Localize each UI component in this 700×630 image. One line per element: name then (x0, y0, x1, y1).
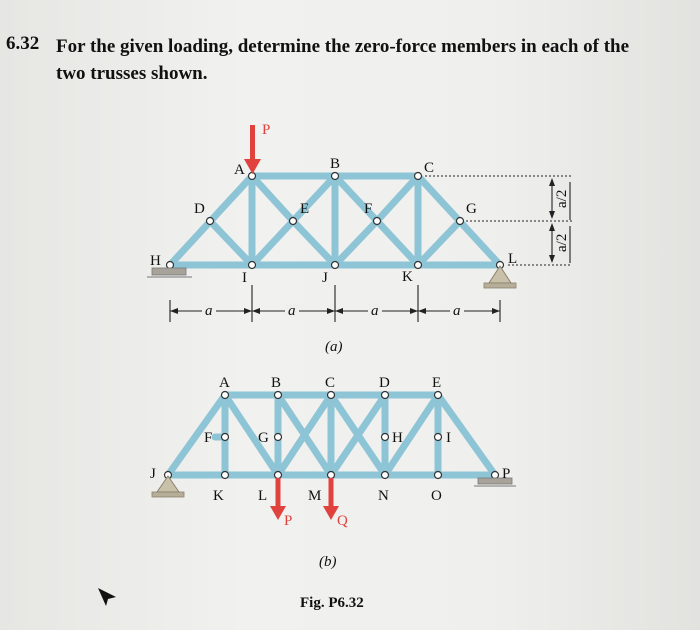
member-fk (377, 221, 418, 265)
member-fc (377, 176, 418, 221)
member-ej (293, 221, 335, 265)
label-d: D (194, 201, 205, 217)
member-jf (335, 221, 377, 265)
joint-b-l (275, 472, 282, 479)
joint-e (290, 218, 297, 225)
pin-support-h (147, 268, 192, 277)
label-b: B (330, 156, 341, 172)
label-b-h: H (392, 430, 403, 446)
load-arrow-p-b (270, 478, 292, 529)
joint-c (415, 173, 422, 180)
load-label-p-a: P (262, 122, 271, 138)
load-label-q-b: Q (337, 513, 348, 529)
label-l: L (508, 251, 518, 267)
label-b-i: I (446, 430, 451, 446)
height-label-1: a/2 (554, 189, 570, 208)
label-b-j: J (150, 466, 156, 482)
joint-b-p (492, 472, 499, 479)
truss-b (150, 375, 516, 570)
figure-caption: Fig. P6.32 (300, 595, 364, 611)
label-e: E (300, 201, 310, 217)
problem-text-line-1: For the given loading, determine the zero-force members in each of the (56, 36, 630, 57)
label-b-g: G (258, 430, 269, 446)
member-di (210, 221, 252, 265)
joint-b-m (328, 472, 335, 479)
joint-i (249, 262, 256, 269)
mouse-cursor-icon (98, 588, 116, 606)
label-b-b: B (271, 375, 282, 391)
problem-text-line-2: two trusses shown. (56, 63, 208, 84)
label-i: I (242, 270, 247, 286)
joint-k (415, 262, 422, 269)
label-f: F (364, 201, 373, 217)
joint-b-g (275, 434, 282, 441)
joint-b-a (222, 392, 229, 399)
height-label-2: a/2 (554, 233, 570, 252)
label-b-a: A (219, 375, 230, 391)
label-b-o: O (431, 488, 442, 504)
label-b-l: L (258, 488, 268, 504)
member-kg (418, 221, 460, 265)
joint-b-n (382, 472, 389, 479)
label-b-e: E (432, 375, 442, 391)
span-label-4: a (453, 303, 461, 319)
label-a: A (234, 162, 245, 178)
joint-f (374, 218, 381, 225)
label-b-m: M (308, 488, 322, 504)
span-label-2: a (288, 303, 296, 319)
member-ae (252, 176, 293, 221)
joint-b-i (435, 434, 442, 441)
joint-h (167, 262, 174, 269)
label-b-k: K (213, 488, 224, 504)
pin-support-l (484, 266, 516, 288)
label-k: K (402, 269, 413, 285)
member-ie (252, 221, 293, 265)
label-b-f: F (204, 430, 213, 446)
problem-number: 6.32 (6, 33, 40, 54)
joint-b-d (382, 392, 389, 399)
span-label-3: a (371, 303, 379, 319)
label-h: H (150, 253, 161, 269)
dimension-horizontal-a (170, 285, 500, 322)
member-b-al (225, 395, 278, 475)
label-b-c: C (325, 375, 336, 391)
label-j: J (322, 270, 328, 286)
pin-support-j (152, 476, 184, 497)
joint-b-o (435, 472, 442, 479)
joint-b-c (328, 392, 335, 399)
joint-j (332, 262, 339, 269)
label-c: C (424, 160, 435, 176)
joint-g (457, 218, 464, 225)
load-label-p-b: P (284, 513, 293, 529)
load-arrow-q-b (323, 478, 348, 529)
joint-d (207, 218, 214, 225)
joint-b-f (222, 434, 229, 441)
joint-b-b (275, 392, 282, 399)
dimension-vertical-a (425, 176, 572, 265)
joint-a (249, 173, 256, 180)
truss-a (147, 122, 572, 355)
truss-a-members (170, 176, 500, 265)
joint-b-k (222, 472, 229, 479)
joint-b-e (435, 392, 442, 399)
load-arrow-p-a (244, 122, 270, 174)
caption-a: (a) (325, 339, 343, 355)
joint-b (332, 173, 339, 180)
label-b-n: N (378, 488, 389, 504)
joint-b-h (382, 434, 389, 441)
label-g: G (466, 201, 477, 217)
label-b-d: D (379, 375, 390, 391)
span-label-1: a (205, 303, 213, 319)
label-b-p: P (502, 466, 511, 482)
caption-b: (b) (319, 554, 337, 570)
